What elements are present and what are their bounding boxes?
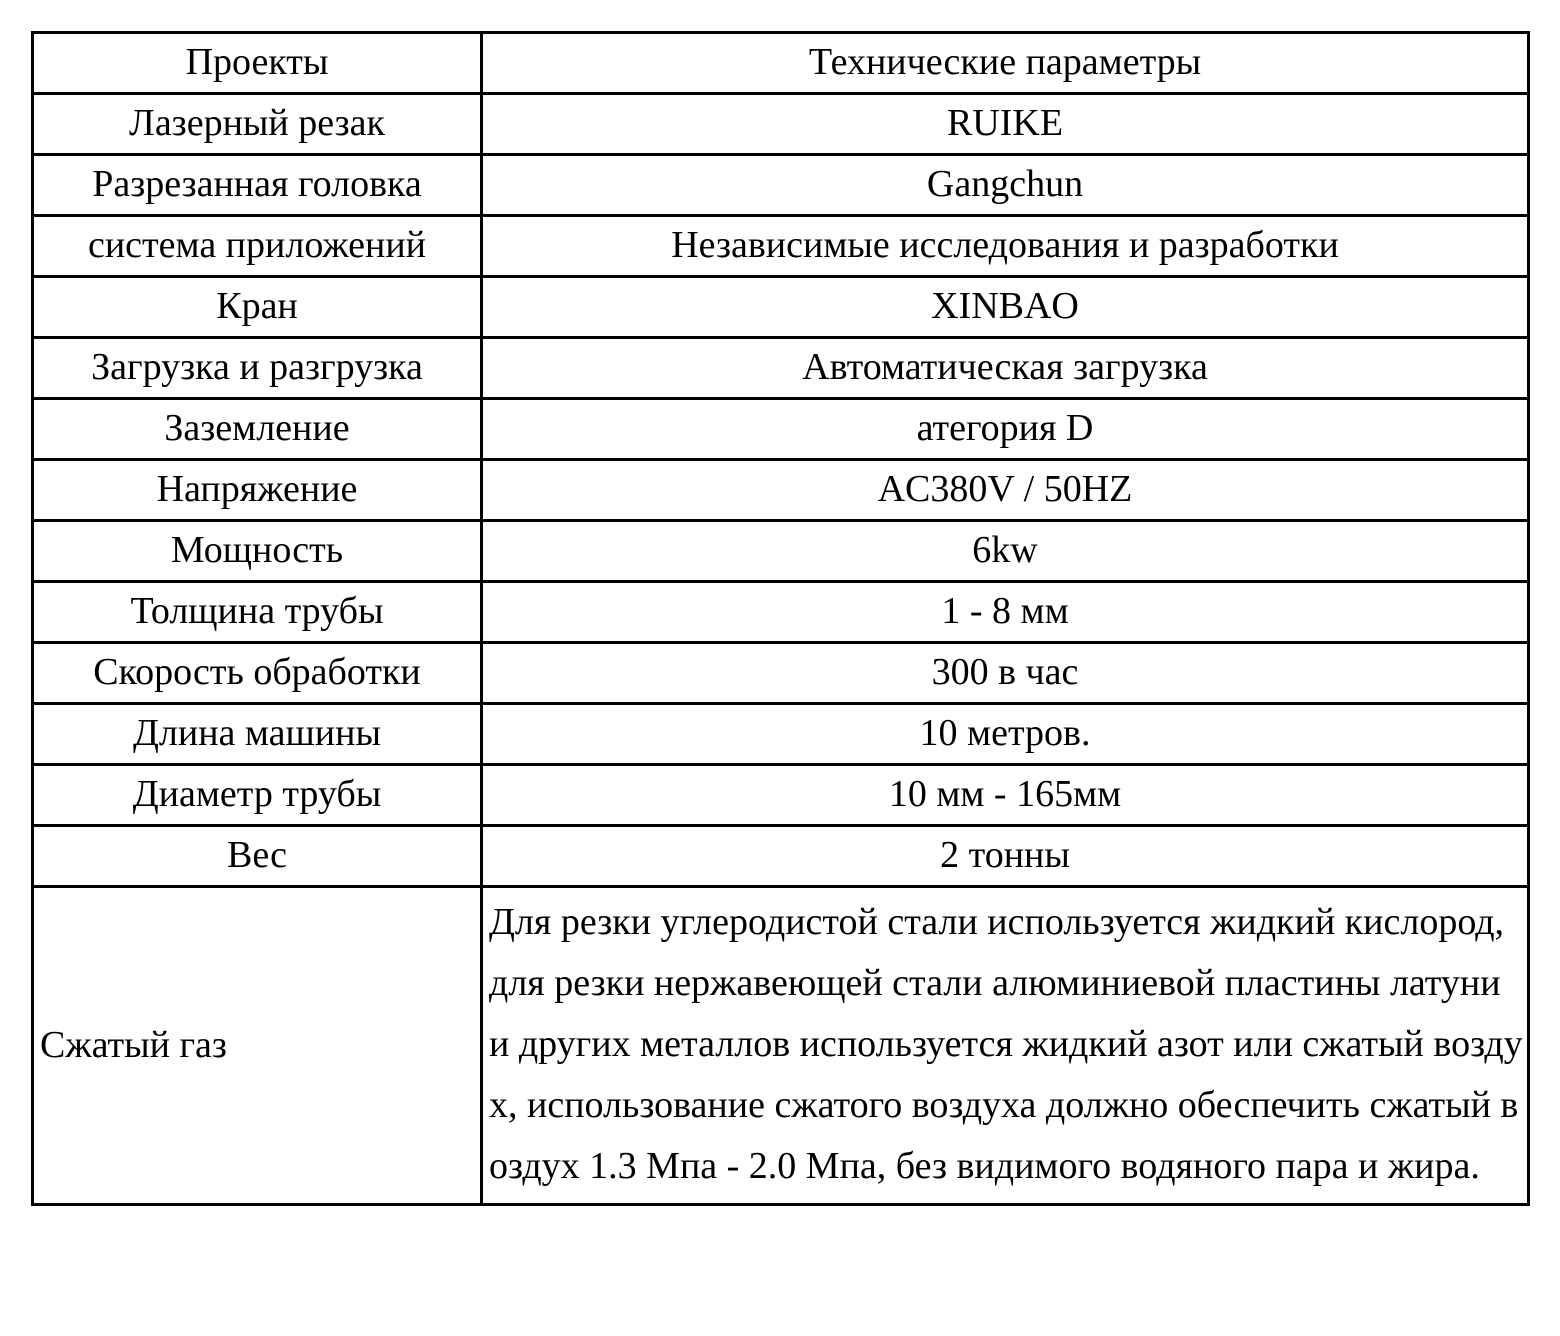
row-value: Для резки углеродистой стали используется жидкий кислород, для резки нержавеющей стали алюминиевой пластины латуни и других металлов используется жидкий азот или сжатый воздух, использование сжатого воздуха должно обеспечить сжатый воздух 1.3 Мпа - 2.0 Мпа, без видимого водяного пара и жира. [482, 887, 1529, 1205]
row-value: атегория D [482, 399, 1529, 460]
row-label: система приложений [33, 216, 482, 277]
row-value: Автоматическая загрузка [482, 338, 1529, 399]
row-value: RUIKE [482, 94, 1529, 155]
table-row [33, 765, 1529, 826]
row-label: Длина машины [33, 704, 482, 765]
row-value: 10 метров. [482, 704, 1529, 765]
row-value: Независимые исследования и разработки [482, 216, 1529, 277]
row-label: Сжатый газ [33, 887, 482, 1205]
table-row [33, 94, 1529, 155]
table-row [33, 826, 1529, 887]
header-parameters: Технические параметры [482, 33, 1529, 94]
header-projects: Проекты [33, 33, 482, 94]
row-label: Лазерный резак [33, 94, 482, 155]
row-label: Вес [33, 826, 482, 887]
table-row [33, 643, 1529, 704]
table-row [33, 582, 1529, 643]
row-value: 6kw [482, 521, 1529, 582]
row-label: Диаметр трубы [33, 765, 482, 826]
row-value: 10 мм - 165мм [482, 765, 1529, 826]
row-label: Загрузка и разгрузка [33, 338, 482, 399]
row-value: 1 - 8 мм [482, 582, 1529, 643]
table-row [33, 521, 1529, 582]
table-row [33, 155, 1529, 216]
row-label: Разрезанная головка [33, 155, 482, 216]
table-header-row [33, 33, 1529, 94]
row-label: Толщина трубы [33, 582, 482, 643]
row-value: 2 тонны [482, 826, 1529, 887]
row-label: Заземление [33, 399, 482, 460]
row-label: Мощность [33, 521, 482, 582]
row-value: XINBAO [482, 277, 1529, 338]
row-value: Gangchun [482, 155, 1529, 216]
row-value: 300 в час [482, 643, 1529, 704]
table-row [33, 704, 1529, 765]
specs-table [31, 31, 1530, 1206]
table-row [33, 399, 1529, 460]
table-row [33, 216, 1529, 277]
table-row [33, 277, 1529, 338]
row-value: AC380V / 50HZ [482, 460, 1529, 521]
row-label: Напряжение [33, 460, 482, 521]
table-row [33, 338, 1529, 399]
table-row [33, 460, 1529, 521]
row-label: Кран [33, 277, 482, 338]
table-row [33, 887, 1529, 1205]
row-label: Скорость обработки [33, 643, 482, 704]
